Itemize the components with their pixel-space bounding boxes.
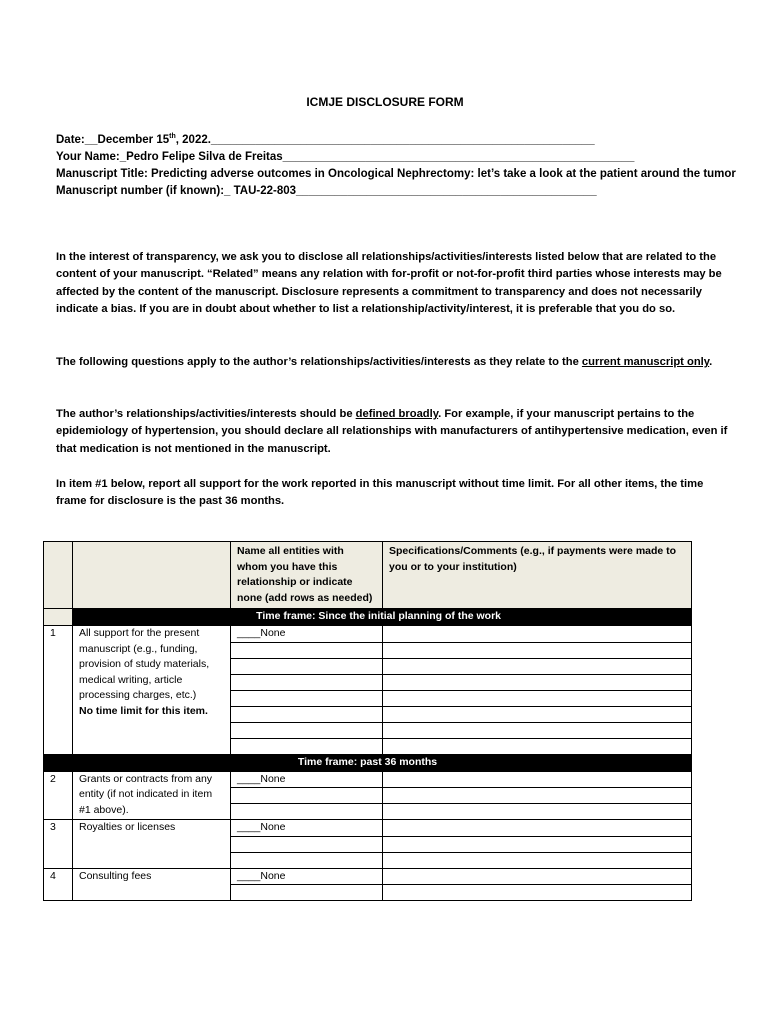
comment-cell[interactable] [383, 788, 692, 804]
comment-cell[interactable] [383, 658, 692, 674]
manuscript-title-line: Manuscript Title: Predicting adverse outcomes in Oncological Nephrectomy: let’s take a look at the patient around the tumor [56, 167, 736, 180]
item-1-none[interactable]: ____None [231, 626, 383, 643]
item-3-label: Royalties or licenses [73, 820, 231, 869]
entity-cell[interactable] [231, 885, 383, 901]
item-3-comment-cell[interactable] [383, 820, 692, 837]
intro-paragraph-2 [56, 354, 736, 371]
intro-paragraph-3 [56, 406, 736, 458]
intro-paragraph-4: In item #1 below, report all support for the work reported in this manuscript without time limit. For all other items, the time frame for disclosure is the past 36 months. [56, 478, 704, 508]
p3-text: The author’s relationships/activities/interests should be [56, 408, 356, 420]
item-1-label [73, 626, 231, 755]
comment-cell[interactable] [383, 836, 692, 852]
manuscript-number-line: Manuscript number (if known):_ TAU-22-803_______________________________________________ [56, 184, 597, 197]
comment-cell[interactable] [383, 852, 692, 868]
item-2-label: Grants or contracts from any entity (if not indicated in item #1 above). [73, 771, 231, 820]
entity-cell[interactable] [231, 788, 383, 804]
header-specifications: Specifications/Comments (e.g., if payments were made to you or to your institution) [383, 542, 692, 609]
p2-end: . [709, 356, 713, 368]
item-2-number: 2 [44, 771, 73, 820]
table-row [44, 626, 692, 643]
comment-cell[interactable] [383, 674, 692, 690]
table-row [44, 771, 692, 788]
p3-underlined: defined broadly [355, 408, 439, 420]
table-header-row [44, 542, 692, 609]
timeframe-lead-cell [44, 609, 73, 626]
entity-cell[interactable] [231, 852, 383, 868]
comment-cell[interactable] [383, 642, 692, 658]
p3-end: . For example, if your manuscript pertains to the epidemiology of hypertension, you should declare all relationships with manufacturers of antihypertensive medication, even if that medication is not mentioned in the manuscript. [56, 408, 728, 455]
item-2-none[interactable]: ____None [231, 771, 383, 788]
comment-cell[interactable] [383, 885, 692, 901]
entity-cell[interactable] [231, 836, 383, 852]
entity-cell[interactable] [231, 674, 383, 690]
p2-text: The following questions apply to the author’s relationships/activities/interests as they relate to the [56, 356, 582, 368]
comment-cell[interactable] [383, 738, 692, 754]
entity-cell[interactable] [231, 804, 383, 820]
intro-paragraph-1: In the interest of transparency, we ask you to disclose all relationships/activities/interests listed below that are related to the content of your manuscript. “Related” means any relation with for-profit or not-for-profit third parties whose interests may be affected by the content of the manuscript. Disclosure represents a commitment to transparency and does not necessarily indicate a bias. If you are in doubt about whether to list a relationship/activity/interest, it is preferable that you do so. [56, 251, 722, 315]
item-4-none[interactable]: ____None [231, 868, 383, 885]
header-entities: Name all entities with whom you have this relationship or indicate none (add rows as needed) [231, 542, 383, 609]
entity-cell[interactable] [231, 706, 383, 722]
comment-cell[interactable] [383, 690, 692, 706]
entity-cell[interactable] [231, 738, 383, 754]
comment-cell[interactable] [383, 722, 692, 738]
timeframe-row-1 [44, 609, 692, 626]
form-header [56, 128, 746, 200]
item-3-none[interactable]: ____None [231, 820, 383, 837]
timeframe-1: Time frame: Since the initial planning of the work [73, 609, 692, 626]
date-line: Date:__December 15th, 2022.____________________________________________________________ [56, 133, 595, 146]
disclosure-table [43, 541, 692, 901]
entity-cell[interactable] [231, 690, 383, 706]
entity-cell[interactable] [231, 722, 383, 738]
p2-underlined: current manuscript only [581, 356, 710, 368]
form-title: ICMJE DISCLOSURE FORM [306, 95, 464, 109]
item-4-comment-cell[interactable] [383, 868, 692, 885]
item-1-number: 1 [44, 626, 73, 755]
comment-cell[interactable] [383, 706, 692, 722]
timeframe-row-2 [44, 754, 692, 771]
name-line: Your Name:_Pedro Felipe Silva de Freitas_______________________________________________________ [56, 150, 635, 163]
item-4-number: 4 [44, 868, 73, 901]
header-cell-num [44, 542, 73, 609]
item-1-note: No time limit for this item. [79, 704, 208, 717]
comment-cell[interactable] [383, 804, 692, 820]
item-4-label: Consulting fees [73, 868, 231, 901]
item-1-label-text: All support for the present manuscript (e.g., funding, provision of study materials, medical writing, article processing charges, etc.) [79, 627, 210, 701]
item-3-number: 3 [44, 820, 73, 869]
timeframe-2: Time frame: past 36 months [44, 754, 692, 771]
table-row [44, 868, 692, 885]
item-1-comment-cell[interactable] [383, 626, 692, 643]
header-cell-item [73, 542, 231, 609]
item-2-comment-cell[interactable] [383, 771, 692, 788]
entity-cell[interactable] [231, 642, 383, 658]
entity-cell[interactable] [231, 658, 383, 674]
table-row [44, 820, 692, 837]
